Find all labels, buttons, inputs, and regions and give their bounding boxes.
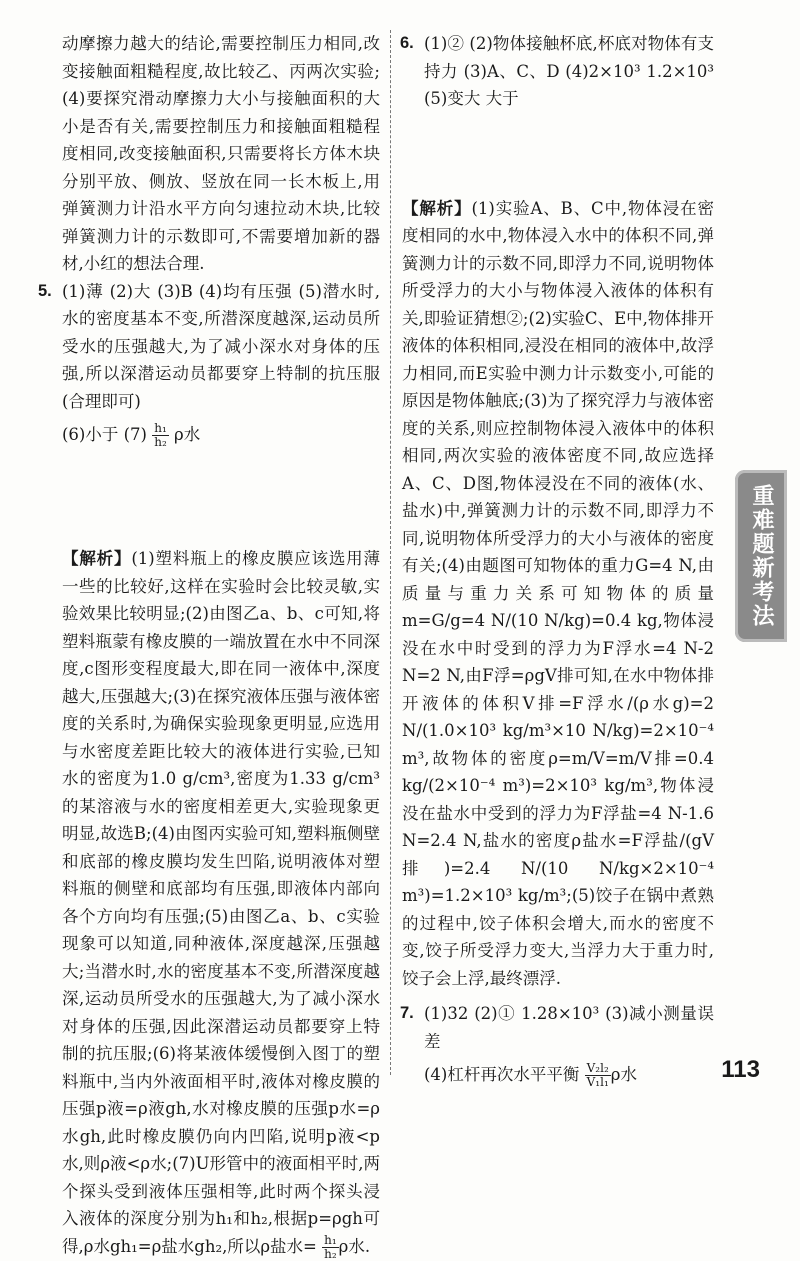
- question-7: [400, 1000, 714, 1089]
- question-number: 6.: [400, 34, 414, 52]
- left-column: [38, 30, 381, 1261]
- question-5: [38, 278, 381, 1261]
- question-number: 5.: [38, 281, 52, 300]
- question-5-analysis: 【解析】(1)塑料瓶上的橡皮膜应该选用薄一些的比较好,这样在实验时会比较灵敏,实验效果比较明显;(2)由图乙a、b、c可知,将塑料瓶蒙有橡皮膜的一端放置在水中不同深度,c图形变程度最大,即在同一液体中,深度越大,压强越大;(3)在探究液体压强与液体密度的关系时,为确保实验现象更明显,应选用与水密度差距比较大的液体进行实验,已知水的密度为1.0 g/cm³,密度为1.33 g/cm³的某溶液与水的密度相差更大,实验现象更明显,故选B;(4)由图丙实验可知,塑料瓶侧壁和底部的橡皮膜均发生凹陷,说明液体对塑料瓶的侧壁和底部均有压强,即液体内部向各个方向均有压强;(5)由图乙a、b、c实验现象可以知道,同种液体,深度越深,压强越大;当潜水时,水的密度基本不变,所潜深度越深,运动员所受水的压强越大,为了减小深水对身体的压强,因此深潜运动员都要穿上特制的抗压服;(6)将某液体缓慢倒入图丁的塑料瓶中,当内外液面相平时,液体对橡皮膜的压强p液=ρ液gh,水对橡皮膜的压强p水=ρ水gh,此时橡皮膜仍向内凹陷,说明p液<p水,则ρ液<ρ水;(7)U形管中的液面相平时,两个探头受到液体压强相等,此时两个探头浸入液体的深度分别为h₁和h₂,根据p=ρgh可得,ρ水gh₁=ρ盐水gh₂,所以ρ盐水= $\frac{\text{h₁}}{\text{h₂}}$ ρ水.: [62, 549, 381, 1261]
- question-5-answer-part2: (6)小于 (7) $\frac{\text{h₁}}{\text{h₂}}$ ρ水: [62, 421, 201, 449]
- analysis-label: 【解析】: [62, 549, 132, 568]
- chapter-side-tab: 重难题新考法: [735, 470, 787, 642]
- right-column: [402, 30, 714, 1089]
- page-number: 113: [721, 1056, 760, 1083]
- column-divider: [390, 30, 391, 1075]
- question-7-answer: (1)32 (2)① 1.28×10³ (3)减小测量误差: [424, 1004, 714, 1051]
- fraction-v2l2-v1l1: $\frac{\text{V₂l₂}}{\text{V₁l₁}}$: [586, 1061, 609, 1089]
- analysis-label: 【解析】: [402, 198, 472, 218]
- question-5-answer: (1)薄 (2)大 (3)B (4)均有压强 (5)潜水时,水的密度基本不变,所潜深度越深,运动员所受水的压强越大,为了减小深水对身体的压强,所以深潜运动员都要穿上特制的抗压服(合理即可): [62, 281, 380, 411]
- question-number: 7.: [400, 1004, 414, 1022]
- fraction-h1-h2-analysis: $\frac{\text{h₁}}{\text{h₂}}$: [324, 1232, 337, 1261]
- question-6-answer: (1)② (2)物体接触杯底,杯底对物体有支持力 (3)A、C、D (4)2×10³ 1.2×10³ (5)变大 大于: [424, 34, 714, 108]
- question-6: [400, 30, 714, 992]
- question-6-analysis: 【解析】(1)实验A、B、C中,物体浸在密度相同的水中,物体浸入水中的体积不同,弹簧测力计的示数不同,即浮力不同,说明物体所受浮力的大小与物体浸入液体的体积有关,即验证猜想②;(2)实验C、E中,物体排开液体的体积相同,浸没在相同的液体中,故浮力相同,而E实验中测力计示数变小,可能的原因是物体触底;(3)为了探究浮力与液体密度的关系,则应控制物体浸入液体中的体积相同,两次实验的液体密度不同,故应选择A、C、D图,物体浸没在不同的液体(水、盐水)中,弹簧测力计的示数不同,即浮力不同,说明物体所受浮力的大小与液体的密度有关;(4)由题图可知物体的重力G=4 N,由质量与重力关系可知物体的质量m=G/g=4 N/(10 N/kg)=0.4 kg,物体浸没在水中时受到的浮力为F浮水=4 N-2 N=2 N,由F浮=ρgV排可知,在水中物体排开液体的体积V排=F浮水/(ρ水g)=2 N/(1.0×10³ kg/m³×10 N/kg)=2×10⁻⁴ m³,故物体的密度ρ=m/V=m/V排=0.4 kg/(2×10⁻⁴ m³)=2×10³ kg/m³,物体浸没在盐水中受到的浮力为F浮盐=4 N-1.6 N=2.4 N,盐水的密度ρ盐水=F浮盐/(gV排)=2.4 N/(10 N/kg×2×10⁻⁴ m³)=1.2×10³ kg/m³;(5)饺子在锅中煮熟的过程中,饺子体积会增大,而水的密度不变,饺子所受浮力变大,当浮力大于重力时,饺子会上浮,最终漂浮.: [402, 198, 714, 988]
- fraction-h1-h2: $\frac{\text{h₁}}{\text{h₂}}$: [154, 421, 167, 449]
- left-continuation-text: 动摩擦力越大的结论,需要控制压力相同,改变接触面粗糙程度,故比较乙、丙两次实验;(4)要探究滑动摩擦力大小与接触面积的大小是否有关,需要控制压力和接触面粗糙程度相同,改变接触面积,只需要将长方体木块分别平放、侧放、竖放在同一长木板上,用弹簧测力计沿水平方向匀速拉动木块,比较弹簧测力计的示数即可,不需要增加新的器材,小红的想法合理.: [62, 34, 380, 273]
- question-7-answer-part2: (4)杠杆再次水平平衡 $\frac{\text{V₂l₂}}{\text{V₁l₁}}$ ρ水: [424, 1061, 637, 1089]
